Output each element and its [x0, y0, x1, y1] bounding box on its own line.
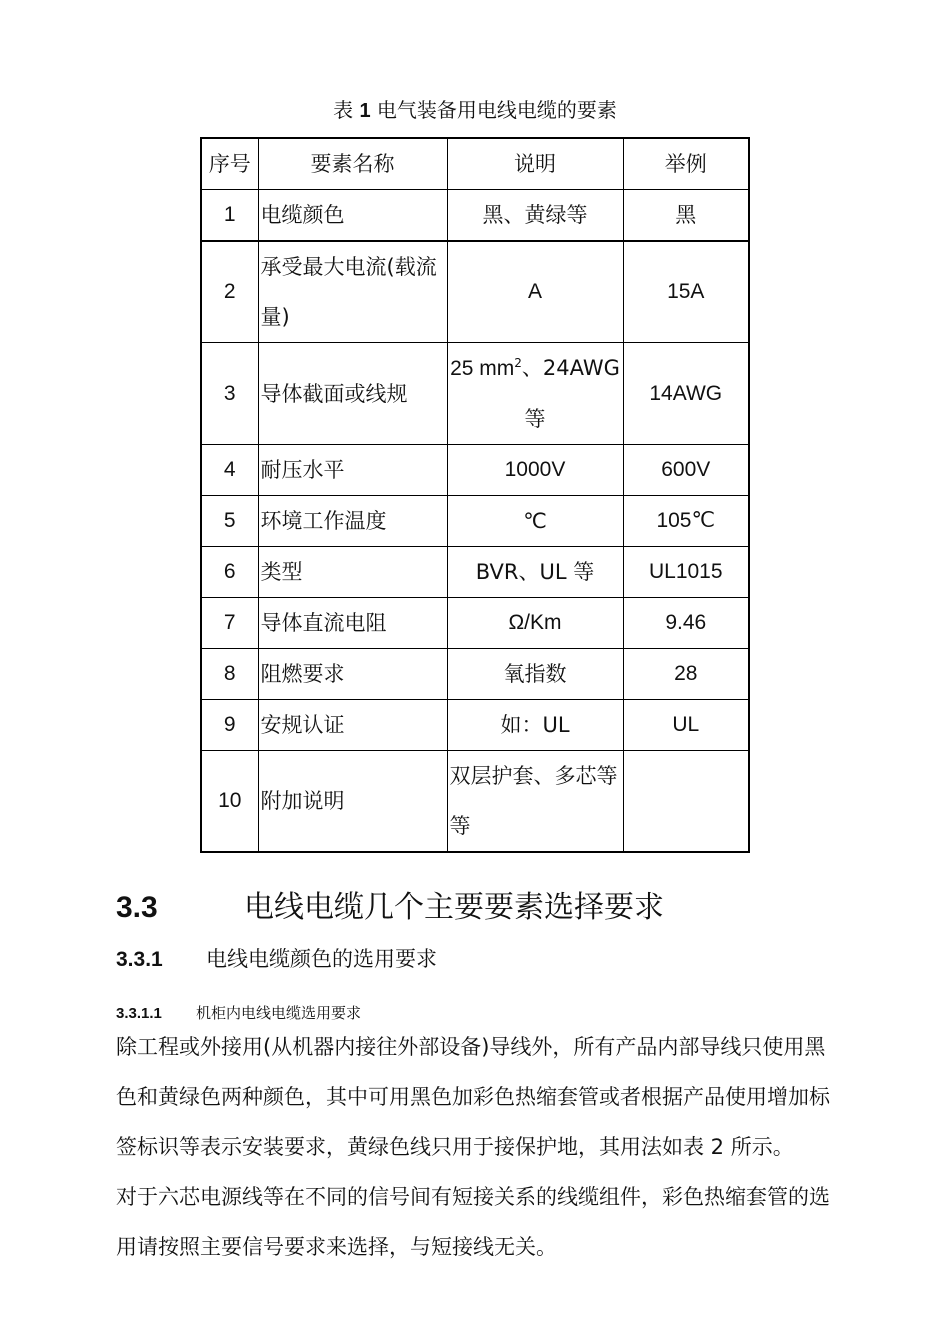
cell-desc-sup: 2 — [514, 356, 522, 370]
table-header-row — [201, 138, 749, 190]
cell-example: 15A — [623, 241, 749, 343]
table-row — [201, 751, 749, 853]
caption-prefix: 表 — [333, 98, 354, 122]
table-row — [201, 343, 749, 445]
cell-desc: Ω/Km — [447, 598, 623, 649]
cell-no: 4 — [201, 445, 258, 496]
elements-table — [200, 137, 750, 853]
cell-desc: BVR、UL 等 — [447, 547, 623, 598]
header-example: 举例 — [623, 138, 749, 190]
cell-example — [623, 751, 749, 853]
section-heading — [116, 882, 664, 926]
subsubsection-heading — [116, 1002, 361, 1023]
cell-desc: 氧指数 — [447, 649, 623, 700]
cell-name: 承受最大电流(载流量) — [258, 241, 447, 343]
cell-no: 6 — [201, 547, 258, 598]
cell-name: 电缆颜色 — [258, 190, 447, 242]
header-desc: 说明 — [447, 138, 623, 190]
table-row — [201, 190, 749, 242]
cell-desc: 如：UL — [447, 700, 623, 751]
cell-desc-main: 25 mm — [450, 357, 515, 380]
cell-name: 耐压水平 — [258, 445, 447, 496]
cell-no: 8 — [201, 649, 258, 700]
paragraph: 对于六芯电源线等在不同的信号间有短接关系的线缆组件，彩色热缩套管的选用请按照主要信号要求来选择，与短接线无关。 — [116, 1185, 830, 1259]
cell-desc: A — [447, 241, 623, 343]
subsubsection-title: 机柜内电线电缆选用要求 — [196, 1004, 362, 1022]
table-row — [201, 649, 749, 700]
cell-name: 环境工作温度 — [258, 496, 447, 547]
table-row — [201, 445, 749, 496]
section-title: 电线电缆几个主要要素选择要求 — [244, 890, 664, 925]
cell-desc: 1000V — [447, 445, 623, 496]
cell-example: 14AWG — [623, 343, 749, 445]
cell-no: 9 — [201, 700, 258, 751]
subsection-number: 3.3.1 — [116, 948, 163, 971]
cell-name: 安规认证 — [258, 700, 447, 751]
cell-desc-rest: 、24AWG等 — [521, 356, 620, 431]
header-no: 序号 — [201, 138, 258, 190]
caption-number: 1 — [359, 100, 371, 122]
cell-name: 导体截面或线规 — [258, 343, 447, 445]
cell-example: 黑 — [623, 190, 749, 242]
table-row — [201, 241, 749, 343]
cell-desc: 双层护套、多芯等等 — [447, 751, 623, 853]
cell-no: 7 — [201, 598, 258, 649]
cell-desc — [447, 343, 623, 445]
cell-example: 600V — [623, 445, 749, 496]
cell-example: 28 — [623, 649, 749, 700]
cell-desc: 黑、黄绿等 — [447, 190, 623, 242]
cell-no: 3 — [201, 343, 258, 445]
paragraph: 除工程或外接用(从机器内接往外部设备)导线外，所有产品内部导线只使用黑色和黄绿色两种颜色，其中可用黑色加彩色热缩套管或者根据产品使用增加标签标识等表示安装要求，黄绿色线只用于接保护地，其用法如表 2 所示。 — [116, 1035, 830, 1159]
cell-no: 10 — [201, 751, 258, 853]
table-caption — [0, 94, 950, 123]
section-number: 3.3 — [116, 891, 158, 924]
table-row — [201, 496, 749, 547]
subsubsection-number: 3.3.1.1 — [116, 1005, 162, 1022]
cell-example: 105℃ — [623, 496, 749, 547]
cell-example: 9.46 — [623, 598, 749, 649]
cell-name: 导体直流电阻 — [258, 598, 447, 649]
subsection-title: 电线电缆颜色的选用要求 — [206, 947, 437, 971]
cell-name: 阻燃要求 — [258, 649, 447, 700]
cell-no: 1 — [201, 190, 258, 242]
cell-name: 类型 — [258, 547, 447, 598]
cell-desc: ℃ — [447, 496, 623, 547]
cell-no: 5 — [201, 496, 258, 547]
cell-example: UL — [623, 700, 749, 751]
table-row — [201, 598, 749, 649]
cell-name: 附加说明 — [258, 751, 447, 853]
body-text — [116, 1022, 836, 1272]
subsection-heading — [116, 943, 437, 973]
cell-example: UL1015 — [623, 547, 749, 598]
caption-text: 电气装备用电线电缆的要素 — [376, 98, 617, 122]
header-name: 要素名称 — [258, 138, 447, 190]
table-row — [201, 700, 749, 751]
cell-no: 2 — [201, 241, 258, 343]
table-row — [201, 547, 749, 598]
